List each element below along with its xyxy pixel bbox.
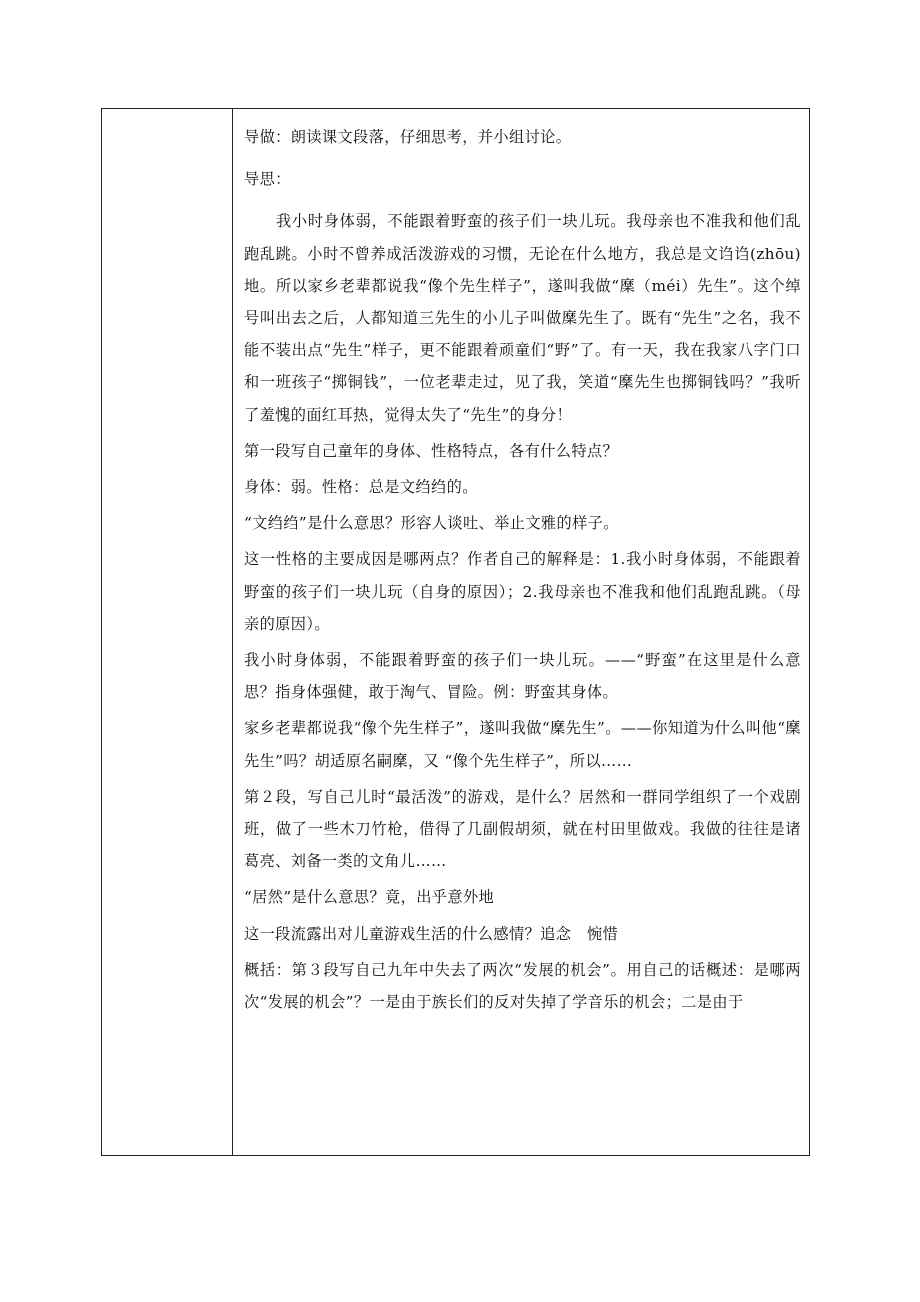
- question-paragraph-5: 家乡老辈都说我“像个先生样子”，遂叫我做“穈先生”。——你知道为什么叫他“穈先生”吗？胡适原名嗣穈，又 “像个先生样子”，所以……: [244, 719, 801, 770]
- question-paragraph-6: 第２段，写自己儿时“最活泼”的游戏，是什么？居然和一群同学组织了一个戏剧班，做了一些木刀竹枪，借得了几副假胡须，就在村田里做戏。我做的往往是诸葛亮、刘备一类的文角儿……: [244, 787, 801, 871]
- summary-paragraph: 概括：第３段写自己九年中失去了两次“发展的机会”。用自己的话概述：是哪两次“发展的机会”？一是由于族长们的反对失掉了学音乐的机会；二是由于: [244, 960, 801, 1012]
- question-paragraph-8: 这一段流露出对儿童游戏生活的什么感情？追念 惋惜: [244, 924, 619, 943]
- question-paragraph-3: 这一性格的主要成因是哪两点？作者自己的解释是：1.我小时身体弱，不能跟着野蛮的孩子们一块儿玩（自身的原因）；2.我母亲也不准我和他们乱跑乱跳。（母亲的原因）。: [244, 550, 801, 633]
- excerpt-paragraph: 我小时身体弱，不能跟着野蛮的孩子们一块儿玩。我母亲也不准我和他们乱跑乱跳。小时不曾养成活泼游戏的习惯，无论在什么地方，我总是文诌诌(zhōu)地。所以家乡老辈都说我“像个先生样子”，遂叫我做“穈（méi）先生”。这个绰号叫出去之后，人都知道三先生的小儿子叫做穈先生了。既有“先生”之名，我不能不装出点“先生”样子，更不能跟着顽童们“野”了。有一天，我在我家八字门口和一班孩子“掷铜钱”，一位老辈走过，见了我，笑道“穈先生也掷铜钱吗？”我听了羞愧的面红耳热，觉得太失了“先生”的身分！: [244, 212, 801, 424]
- question-paragraph-7: “居然”是什么意思？竟，出乎意外地: [244, 888, 495, 907]
- guide-thinking-heading: 导思：: [244, 170, 291, 189]
- right-column-cell: [233, 109, 809, 1155]
- lesson-table: [101, 108, 810, 1156]
- instruction-paragraph: 导做：朗读课文段落，仔细思考，并小组讨论。: [244, 128, 572, 146]
- answer-paragraph-1: 身体：弱。性格：总是文绉绉的。: [244, 478, 478, 497]
- question-paragraph-1: 第一段写自己童年的身体、性格特点，各有什么特点？: [244, 441, 619, 460]
- question-paragraph-4: 我小时身体弱，不能跟着野蛮的孩子们一块儿玩。——“野蛮”在这里是什么意思？指身体强健，敢于淘气、冒险。例：野蛮其身体。: [244, 651, 801, 702]
- left-column-cell: [102, 109, 233, 1155]
- question-paragraph-2: “文绉绉”是什么意思？形容人谈吐、举止文雅的样子。: [244, 514, 619, 533]
